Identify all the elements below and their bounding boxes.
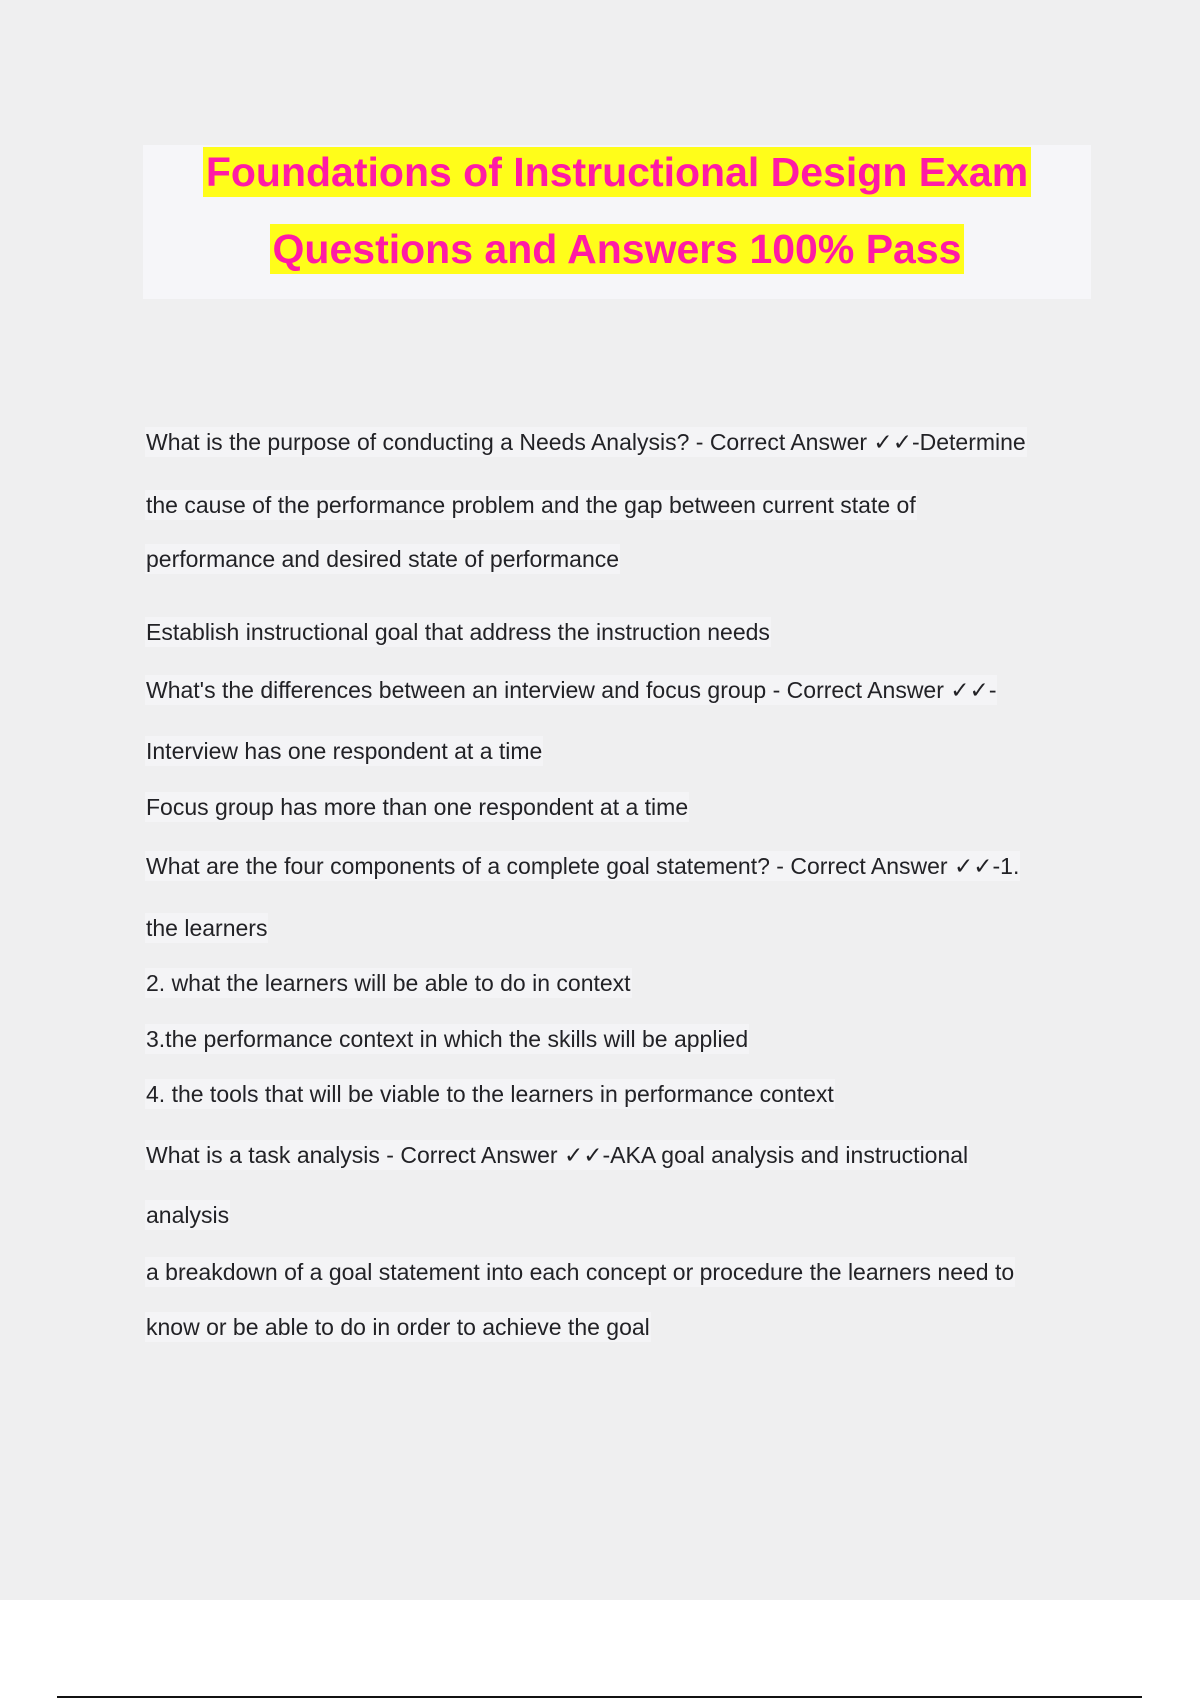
qa-answer-line: analysis (146, 1202, 230, 1228)
qa-answer-line: Interview has one respondent at a time (146, 738, 543, 764)
qa-answer-line: the learners (146, 915, 268, 941)
title-line-1: Foundations of Instructional Design Exam (203, 147, 1031, 197)
qa-answer-line: 4. the tools that will be viable to the learners in performance context (146, 1081, 834, 1107)
qa-question-interview-focus-group: What's the differences between an interview and focus group - Correct Answer ✓✓- (146, 677, 997, 703)
qa-answer-line: 2. what the learners will be able to do in context (146, 970, 631, 996)
qa-question-task-analysis: What is a task analysis - Correct Answer ✓✓-AKA goal analysis and instructional (146, 1142, 969, 1168)
title-block (143, 145, 1091, 299)
qa-question-goal-statement: What are the four components of a complete goal statement? - Correct Answer ✓✓-1. (146, 853, 1020, 879)
title-line-2: Questions and Answers 100% Pass (270, 224, 965, 274)
qa-answer-line: the cause of the performance problem and the gap between current state of (146, 492, 916, 518)
footer-divider (57, 1696, 1142, 1698)
qa-answer-line: 3.the performance context in which the skills will be applied (146, 1026, 749, 1052)
qa-answer-line: know or be able to do in order to achieve the goal (146, 1314, 650, 1340)
qa-question-needs-analysis: What is the purpose of conducting a Needs Analysis? - Correct Answer ✓✓-Determine (146, 429, 1026, 455)
qa-answer-line: a breakdown of a goal statement into each concept or procedure the learners need to (146, 1259, 1015, 1285)
qa-answer-line: Establish instructional goal that address the instruction needs (146, 619, 770, 645)
qa-answer-line: performance and desired state of performance (146, 546, 620, 572)
qa-answer-line: Focus group has more than one respondent at a time (146, 794, 689, 820)
